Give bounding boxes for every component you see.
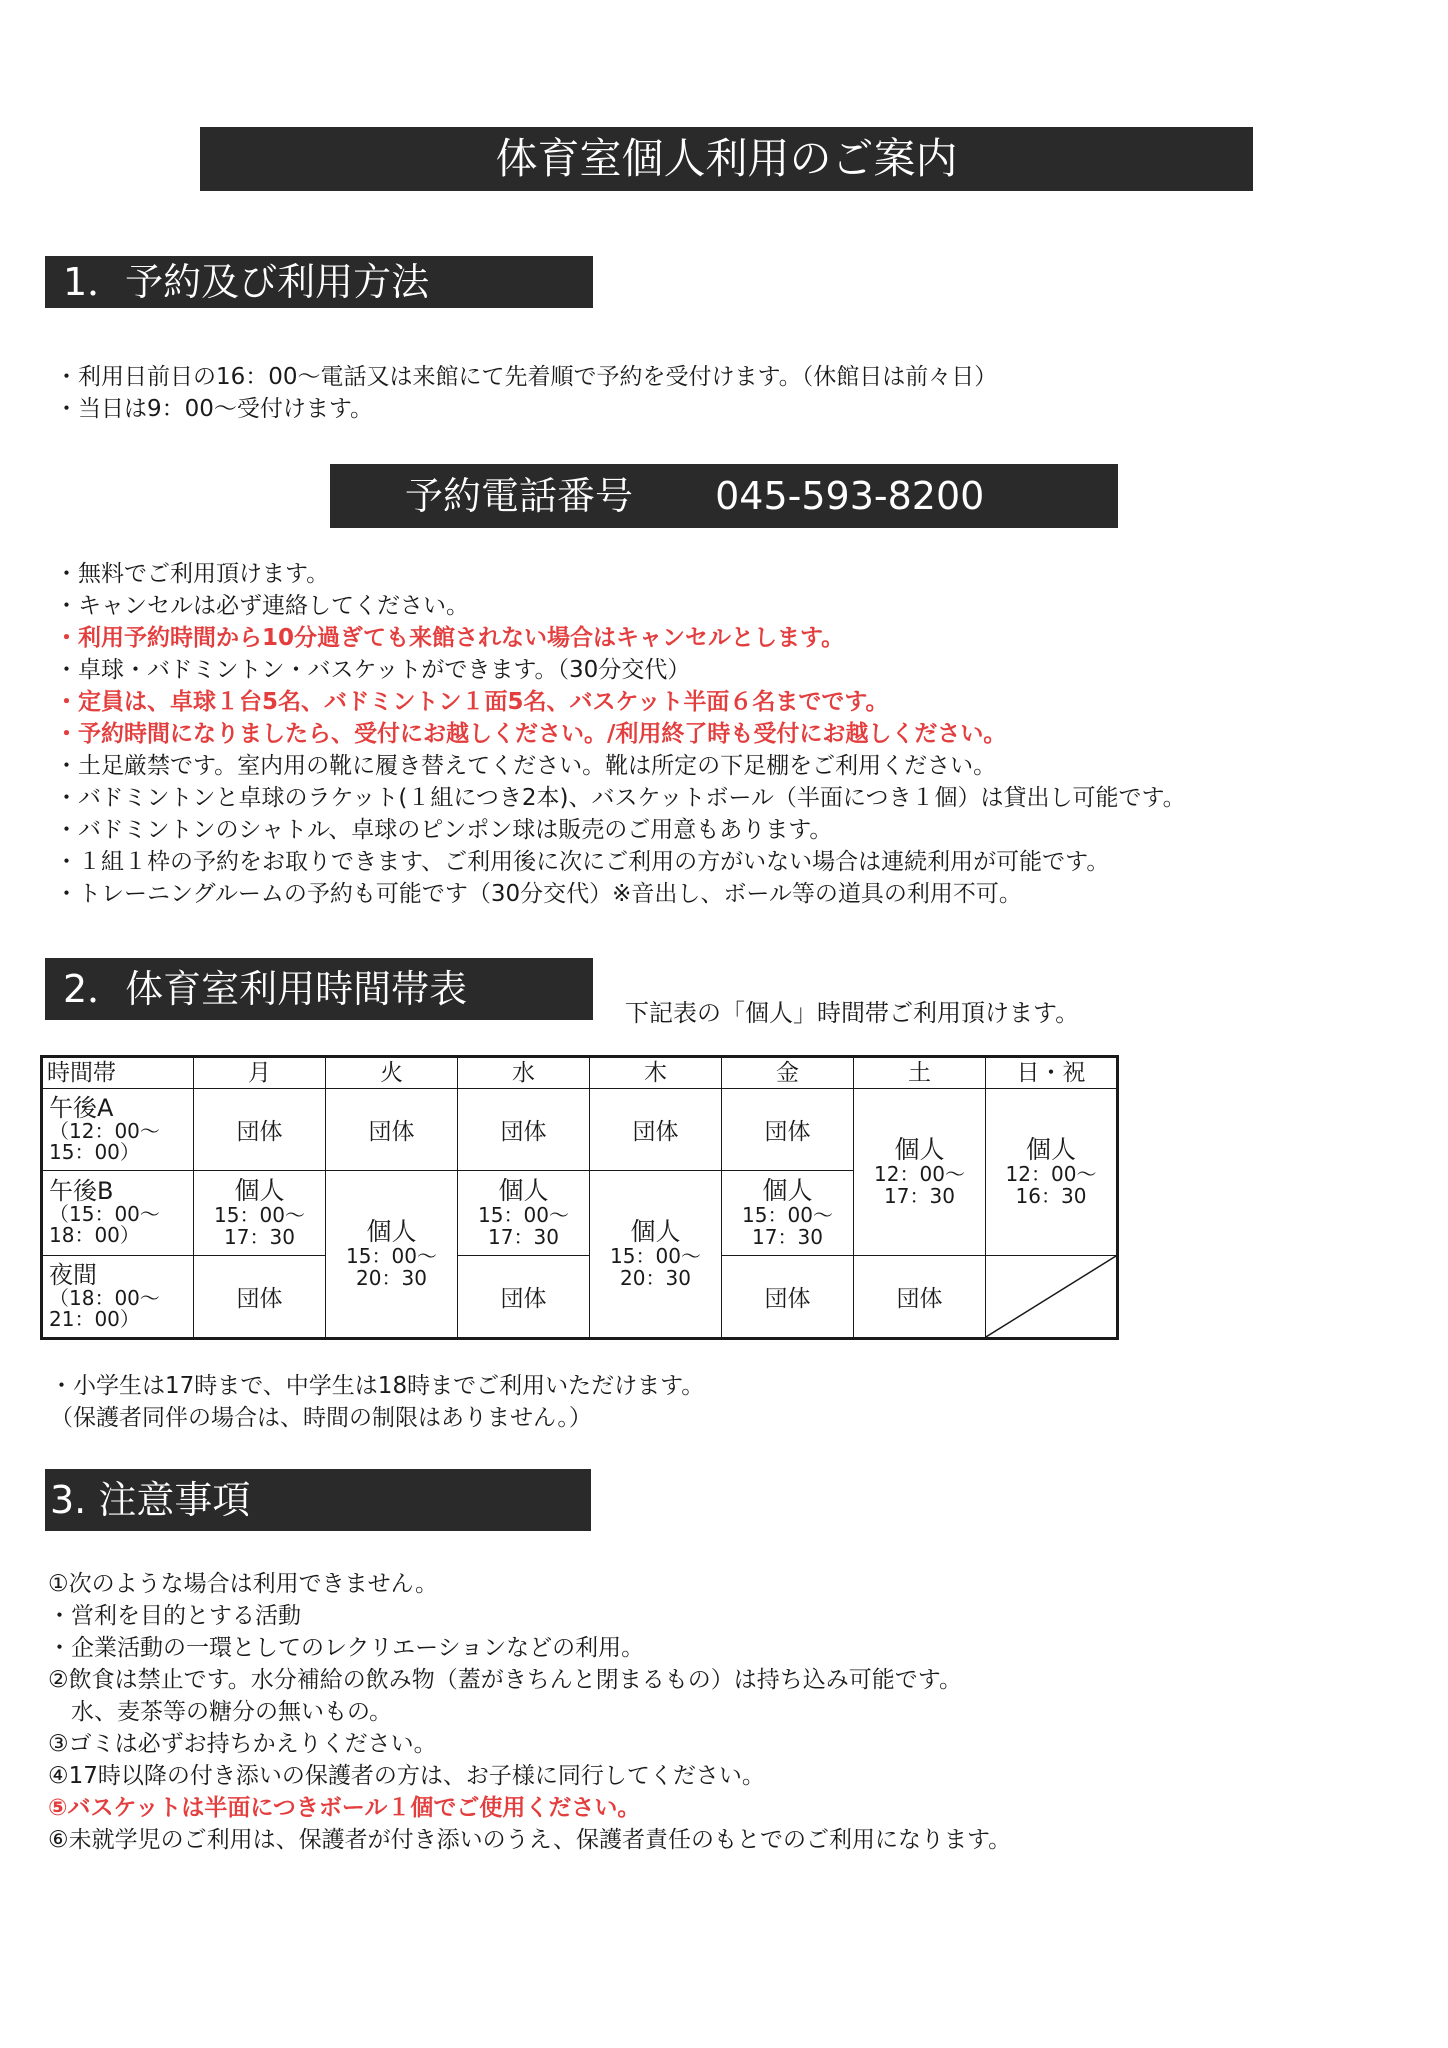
note-line: 水、麦茶等の糖分の無いもの。 — [48, 1699, 393, 1725]
info-line: ・トレーニングルームの予約も可能です（30分交代）※音出し、ボール等の道具の利用不可。 — [55, 881, 1022, 907]
table-row — [42, 1089, 1118, 1171]
info-line-warning: ・定員は、卓球１台5名、バドミントン１面5名、バスケット半面６名までです。 — [55, 689, 889, 715]
phone-number: 045-593-8200 — [715, 474, 985, 518]
section1-heading: 1．予約及び利用方法 — [45, 256, 593, 308]
info-line: ・バドミントンのシャトル、卓球のピンポン球は販売のご用意もあります。 — [55, 817, 833, 843]
cell-individual-mon: 個人 15：00～ 17：30 — [194, 1170, 326, 1255]
header-thu: 木 — [590, 1057, 722, 1089]
table-note: 下記表の「個人」時間帯ご利用頂けます。 — [625, 999, 1080, 1027]
header-fri: 金 — [722, 1057, 854, 1089]
header-sat: 土 — [854, 1057, 986, 1089]
age-note — [50, 1370, 704, 1434]
cell-group: 団体 — [590, 1089, 722, 1171]
cell-individual-fri: 個人 15：00～ 17：30 — [722, 1170, 854, 1255]
header-time-slot: 時間帯 — [42, 1057, 194, 1089]
diagonal-slash-icon — [986, 1256, 1116, 1337]
cell-unavailable — [986, 1256, 1118, 1339]
cell-group: 団体 — [326, 1089, 458, 1171]
period-night: 夜間 （18：00～ 21：00） — [42, 1256, 194, 1339]
info-line: ・キャンセルは必ず連絡してください。 — [55, 593, 469, 619]
age-note-line: （保護者同伴の場合は、時間の制限はありません。） — [50, 1405, 592, 1431]
cell-individual-thu: 個人 15：00～ 20：30 — [590, 1170, 722, 1338]
info-line-warning: ・予約時間になりましたら、受付にお越しください。/利用終了時も受付にお越しください。 — [55, 721, 1007, 747]
info-line: ・バドミントンと卓球のラケット(１組につき2本)、バスケットボール（半面につき１個）は貸出し可能です。 — [55, 785, 1186, 811]
info-line: ・卓球・バドミントン・バスケットができます。（30分交代） — [55, 657, 691, 683]
cell-group: 団体 — [722, 1256, 854, 1339]
usage-line: ・利用日前日の16：00～電話又は来館にて先着順で予約を受付けます。（休館日は前々日） — [55, 364, 998, 390]
note-line-warning: ⑤バスケットは半面につきボール１個でご使用ください。 — [48, 1795, 641, 1821]
note-line: ・企業活動の一環としてのレクリエーションなどの利用。 — [48, 1635, 645, 1661]
note-line: ・営利を目的とする活動 — [48, 1603, 301, 1629]
table-row — [42, 1256, 1118, 1339]
cell-group: 団体 — [458, 1256, 590, 1339]
note-line: ②飲食は禁止です。水分補給の飲み物（蓋がきちんと閉まるもの）は持ち込み可能です。 — [48, 1667, 962, 1693]
phone-label: 予約電話番号 — [405, 474, 634, 518]
usage-list — [55, 361, 997, 425]
note-line: ④17時以降の付き添いの保護者の方は、お子様に同行してください。 — [48, 1763, 765, 1789]
info-line: ・無料でご利用頂けます。 — [55, 561, 330, 587]
cell-individual-tue: 個人 15：00～ 20：30 — [326, 1170, 458, 1338]
schedule-table — [40, 1055, 1119, 1340]
cell-group: 団体 — [722, 1089, 854, 1171]
note-line: ⑥未就学児のご利用は、保護者が付き添いのうえ、保護者責任のもとでのご利用になります。 — [48, 1827, 1012, 1853]
cell-individual-sat: 個人 12：00～ 17：30 — [854, 1089, 986, 1256]
page-title: 体育室個人利用のご案内 — [200, 127, 1253, 191]
header-wed: 水 — [458, 1057, 590, 1089]
info-line: ・土足厳禁です。室内用の靴に履き替えてください。靴は所定の下足棚をご利用ください。 — [55, 753, 997, 779]
period-afternoon-a: 午後A （12：00～ 15：00） — [42, 1089, 194, 1171]
header-tue: 火 — [326, 1057, 458, 1089]
phone-banner — [330, 464, 1118, 528]
info-line: ・１組１枠の予約をお取りできます、ご利用後に次にご利用の方がいない場合は連続利用が可能です。 — [55, 849, 1110, 875]
cell-individual-sun: 個人 12：00～ 16：30 — [986, 1089, 1118, 1256]
cell-group: 団体 — [194, 1256, 326, 1339]
note-line: ③ゴミは必ずお持ちかえりください。 — [48, 1731, 437, 1757]
notes-list — [48, 1568, 1011, 1856]
age-note-line: ・小学生は17時まで、中学生は18時までご利用いただけます。 — [50, 1373, 705, 1399]
note-line: ①次のような場合は利用できません。 — [48, 1571, 438, 1597]
header-sun-holiday: 日・祝 — [986, 1057, 1118, 1089]
cell-group: 団体 — [458, 1089, 590, 1171]
cell-group: 団体 — [194, 1089, 326, 1171]
cell-group: 団体 — [854, 1256, 986, 1339]
section3-heading: 3. 注意事項 — [45, 1469, 591, 1531]
usage-line: ・当日は9：00～受付けます。 — [55, 396, 374, 422]
section2-heading: 2．体育室利用時間帯表 — [45, 958, 593, 1020]
table-header-row — [42, 1057, 1118, 1089]
period-afternoon-b: 午後B （15：00～ 18：00） — [42, 1170, 194, 1255]
header-mon: 月 — [194, 1057, 326, 1089]
cell-individual-wed: 個人 15：00～ 17：30 — [458, 1170, 590, 1255]
info-line-warning: ・利用予約時間から10分過ぎても来館されない場合はキャンセルとします。 — [55, 625, 845, 651]
info-list — [55, 558, 1186, 910]
